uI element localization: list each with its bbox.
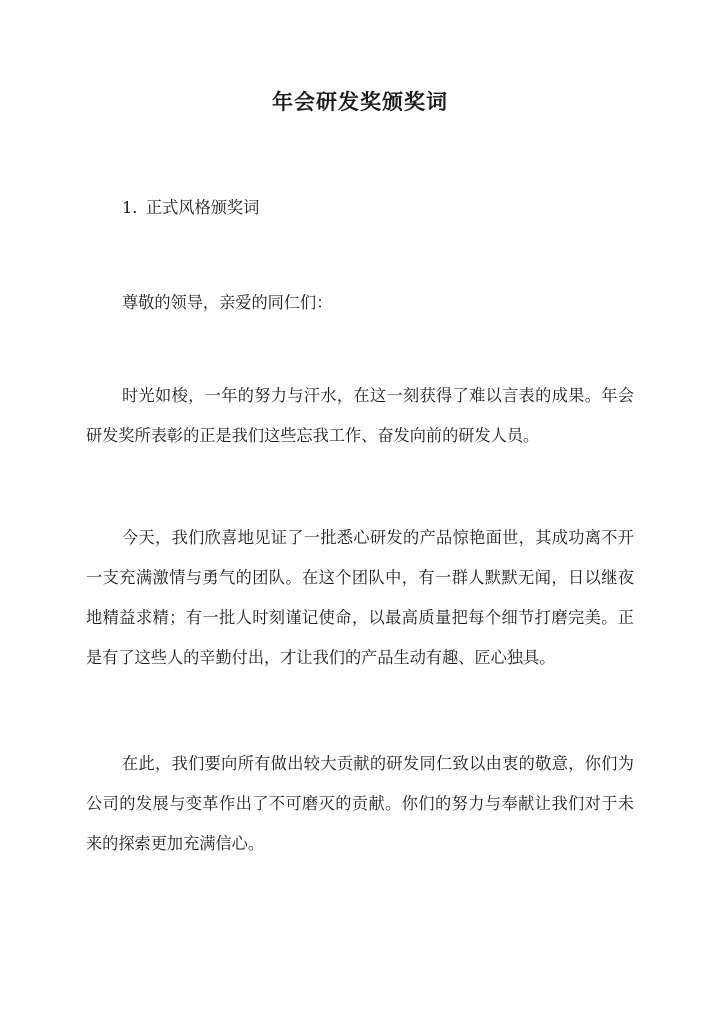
paragraph-1: 时光如梭，一年的努力与汗水，在这一刻获得了难以言表的成果。年会研发奖所表彰的正是我们这些忘我工作、奋发向前的研发人员。	[86, 386, 634, 445]
section-heading	[122, 194, 259, 222]
section-number: 1.	[122, 198, 138, 217]
paragraph-3: 在此，我们要向所有做出较大贡献的研发同仁致以由衷的敬意，你们为公司的发展与变革作出了不可磨灭的贡献。你们的努力与奉献让我们对于未来的探索更加充满信心。	[86, 754, 634, 853]
document-title: 年会研发奖颁奖词	[272, 89, 448, 114]
salutation: 尊敬的领导，亲爱的同仁们：	[122, 293, 333, 312]
paragraph-2: 今天，我们欣喜地见证了一批悉心研发的产品惊艳面世，其成功离不开一支充满激情与勇气的团队。在这个团队中，有一群人默默无闻，日以继夜地精益求精；有一批人时刻谨记使命，以最高质量把每个细节打磨完美。正是有了这些人的辛勤付出，才让我们的产品生动有趣、匠心独具。	[86, 528, 634, 667]
section-heading-text: 正式风格颁奖词	[146, 198, 260, 217]
